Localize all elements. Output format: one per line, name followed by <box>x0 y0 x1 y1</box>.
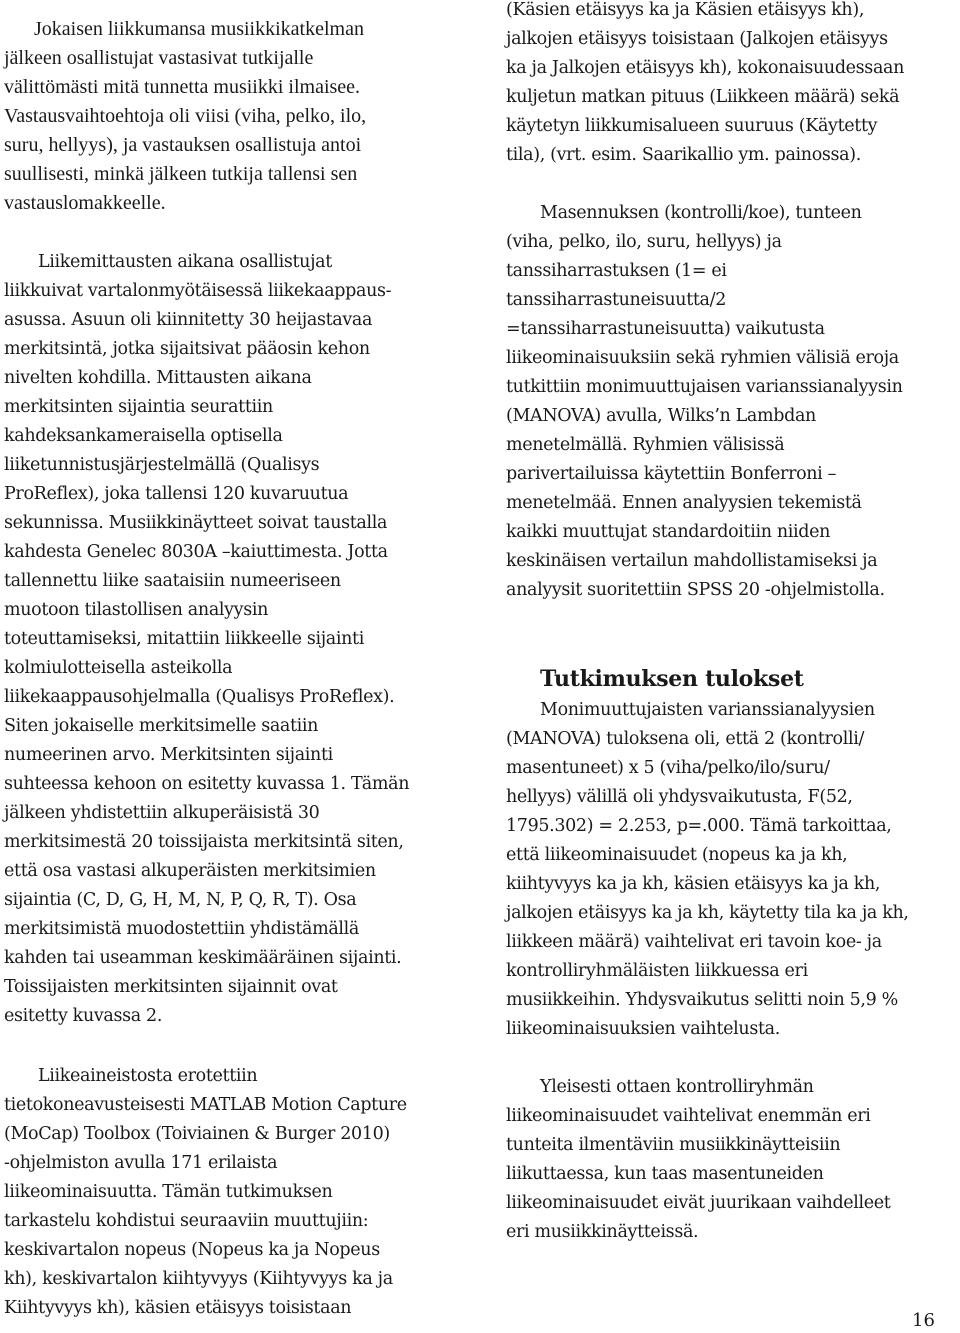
text-line: menetelmää. Ennen analyysien tekemistä <box>506 493 862 513</box>
text-line: ProReflex), joka tallensi 120 kuvaruutua <box>4 484 349 504</box>
page-number: 16 <box>912 1310 935 1331</box>
text-line: Jokaisen liikkumansa musiikkikatkelman <box>34 18 364 40</box>
text-line: tanssiharrastuksen (1= ei <box>506 261 727 281</box>
section-heading: Tutkimuksen tulokset <box>540 666 804 692</box>
text-line: liikkeen määrä) vaihtelivat eri tavoin koe- ja <box>506 932 882 952</box>
text-line: suhteessa kehoon on esitetty kuvassa 1. Tämän <box>4 774 410 794</box>
text-line: Toissijaisten merkitsinten sijainnit ovat <box>4 977 338 997</box>
text-line: =tanssiharrastuneisuutta) vaikutusta <box>506 319 825 339</box>
text-line: Yleisesti ottaen kontrolliryhmän <box>540 1077 814 1097</box>
text-line: Siten jokaiselle merkitsimelle saatiin <box>4 716 319 736</box>
text-line: (MoCap) Toolbox (Toiviainen & Burger 2010) <box>4 1124 390 1144</box>
text-line: jälkeen osallistujat vastasivat tutkijalle <box>4 47 314 69</box>
text-line: suru, hellyys), ja vastauksen osallistuja antoi <box>4 134 362 156</box>
text-line: liikeominaisuuksiin sekä ryhmien välisiä eroja <box>506 348 899 368</box>
text-line: jälkeen yhdistettiin alkuperäisistä 30 <box>4 803 320 823</box>
text-line: tarkastelu kohdistui seuraaviin muuttujiin: <box>4 1211 369 1231</box>
text-line: hellyys) välillä oli yhdysvaikutusta, F(52, <box>506 787 853 807</box>
text-line: Vastausvaihtoehtoja oli viisi (viha, pelko, ilo, <box>4 105 367 127</box>
text-line: parivertailuissa käytettiin Bonferroni – <box>506 464 837 484</box>
text-line: kahdeksankameraisella optisella <box>4 426 283 446</box>
text-line: Monimuuttujaisten varianssianalyysien <box>540 700 875 720</box>
text-line: Liikeaineistosta erotettiin <box>38 1066 258 1086</box>
text-line: kahdesta Genelec 8030A –kaiuttimesta. Jotta <box>4 542 388 562</box>
text-line: tutkittiin monimuuttujaisen varianssianalyysin <box>506 377 903 397</box>
text-line: liikeominaisuudet vaihtelivat enemmän eri <box>506 1106 871 1126</box>
text-line: liikuttaessa, kun taas masentuneiden <box>506 1164 824 1184</box>
text-line: merkitsinten sijaintia seurattiin <box>4 397 273 417</box>
text-line: tanssiharrastuneisuutta/2 <box>506 290 726 310</box>
text-line: että liikeominaisuudet (nopeus ka ja kh, <box>506 845 848 865</box>
text-line: kuljetun matkan pituus (Liikkeen määrä) sekä <box>506 87 900 107</box>
text-line: -ohjelmiston avulla 171 erilaista <box>4 1153 278 1173</box>
text-line: liikkuivat vartalonmyötäisessä liikekaappaus- <box>4 281 392 301</box>
text-line: kahden tai useamman keskimääräinen sijainti. <box>4 948 402 968</box>
text-line: sijaintia (C, D, G, H, M, N, P, Q, R, T). Osa <box>4 890 357 910</box>
text-line: Liikemittausten aikana osallistujat <box>38 252 332 272</box>
text-line: kolmiulotteisella asteikolla <box>4 658 233 678</box>
text-line: liiketunnistusjärjestelmällä (Qualisys <box>4 455 320 475</box>
text-line: tunteita ilmentäviin musiikkinäytteisiin <box>506 1135 841 1155</box>
text-line: kh), keskivartalon kiihtyvyys (Kiihtyvyys ka ja <box>4 1269 393 1289</box>
text-line: ka ja Jalkojen etäisyys kh), kokonaisuudessaan <box>506 58 905 78</box>
text-line: liikeominaisuudet eivät juurikaan vaihdelleet <box>506 1193 891 1213</box>
text-line: (viha, pelko, ilo, suru, hellyys) ja <box>506 232 782 252</box>
text-line: (Käsien etäisyys ka ja Käsien etäisyys kh), <box>506 0 865 20</box>
text-line: vastauslomakkeelle. <box>4 192 166 214</box>
text-line: merkitsintä, jotka sijaitsivat pääosin kehon <box>4 339 370 359</box>
text-line: liikekaappausohjelmalla (Qualisys ProReflex). <box>4 687 395 707</box>
text-line: jalkojen etäisyys toisistaan (Jalkojen etäisyys <box>506 29 888 49</box>
text-line: keskivartalon nopeus (Nopeus ka ja Nopeus <box>4 1240 380 1260</box>
text-line: asussa. Asuun oli kiinnitetty 30 heijastavaa <box>4 310 373 330</box>
text-line: tallennettu liike saataisiin numeeriseen <box>4 571 341 591</box>
text-line: kiihtyvyys ka ja kh, käsien etäisyys ka ja kh, <box>506 874 881 894</box>
text-line: musiikkeihin. Yhdysvaikutus selitti noin 5,9 % <box>506 990 898 1010</box>
text-line: (MANOVA) tuloksena oli, että 2 (kontrolli/ <box>506 729 864 749</box>
text-line: merkitsimestä 20 toissijaista merkitsintä siten, <box>4 832 404 852</box>
text-line: Masennuksen (kontrolli/koe), tunteen <box>540 203 862 223</box>
text-line: masentuneet) x 5 (viha/pelko/ilo/suru/ <box>506 758 830 778</box>
text-line: Kiihtyvyys kh), käsien etäisyys toisistaan <box>4 1298 352 1318</box>
text-line: liikeominaisuutta. Tämän tutkimuksen <box>4 1182 333 1202</box>
text-line: merkitsimistä muodostettiin yhdistämällä <box>4 919 359 939</box>
text-line: tila), (vrt. esim. Saarikallio ym. painossa). <box>506 145 861 165</box>
text-line: toteuttamiseksi, mitattiin liikkeelle sijainti <box>4 629 364 649</box>
text-line: esitetty kuvassa 2. <box>4 1006 163 1026</box>
text-line: numeerinen arvo. Merkitsinten sijainti <box>4 745 333 765</box>
text-line: että osa vastasi alkuperäisten merkitsimien <box>4 861 376 881</box>
text-line: nivelten kohdilla. Mittausten aikana <box>4 368 312 388</box>
text-line: välittömästi mitä tunnetta musiikki ilmaisee. <box>4 76 361 98</box>
text-line: käytetyn liikkumisalueen suuruus (Käytetty <box>506 116 878 136</box>
text-line: eri musiikkinäytteissä. <box>506 1222 699 1242</box>
text-line: liikeominaisuuksien vaihtelusta. <box>506 1019 780 1039</box>
text-line: suullisesti, minkä jälkeen tutkija tallensi sen <box>4 163 358 185</box>
text-line: (MANOVA) avulla, Wilks’n Lambdan <box>506 406 816 426</box>
text-line: kaikki muuttujat standardoitiin niiden <box>506 522 831 542</box>
text-line: keskinäisen vertailun mahdollistamiseksi ja <box>506 551 878 571</box>
text-line: 1795.302) = 2.253, p=.000. Tämä tarkoittaa, <box>506 816 892 836</box>
text-line: kontrolliryhmäläisten liikkuessa eri <box>506 961 808 981</box>
text-line: jalkojen etäisyys ka ja kh, käytetty tila ka ja kh, <box>506 903 909 923</box>
text-line: menetelmällä. Ryhmien välisissä <box>506 435 785 455</box>
text-line: sekunnissa. Musiikkinäytteet soivat taustalla <box>4 513 388 533</box>
text-line: muotoon tilastollisen analyysin <box>4 600 269 620</box>
text-line: tietokoneavusteisesti MATLAB Motion Capture <box>4 1095 407 1115</box>
text-line: analyysit suoritettiin SPSS 20 -ohjelmistolla. <box>506 580 885 600</box>
